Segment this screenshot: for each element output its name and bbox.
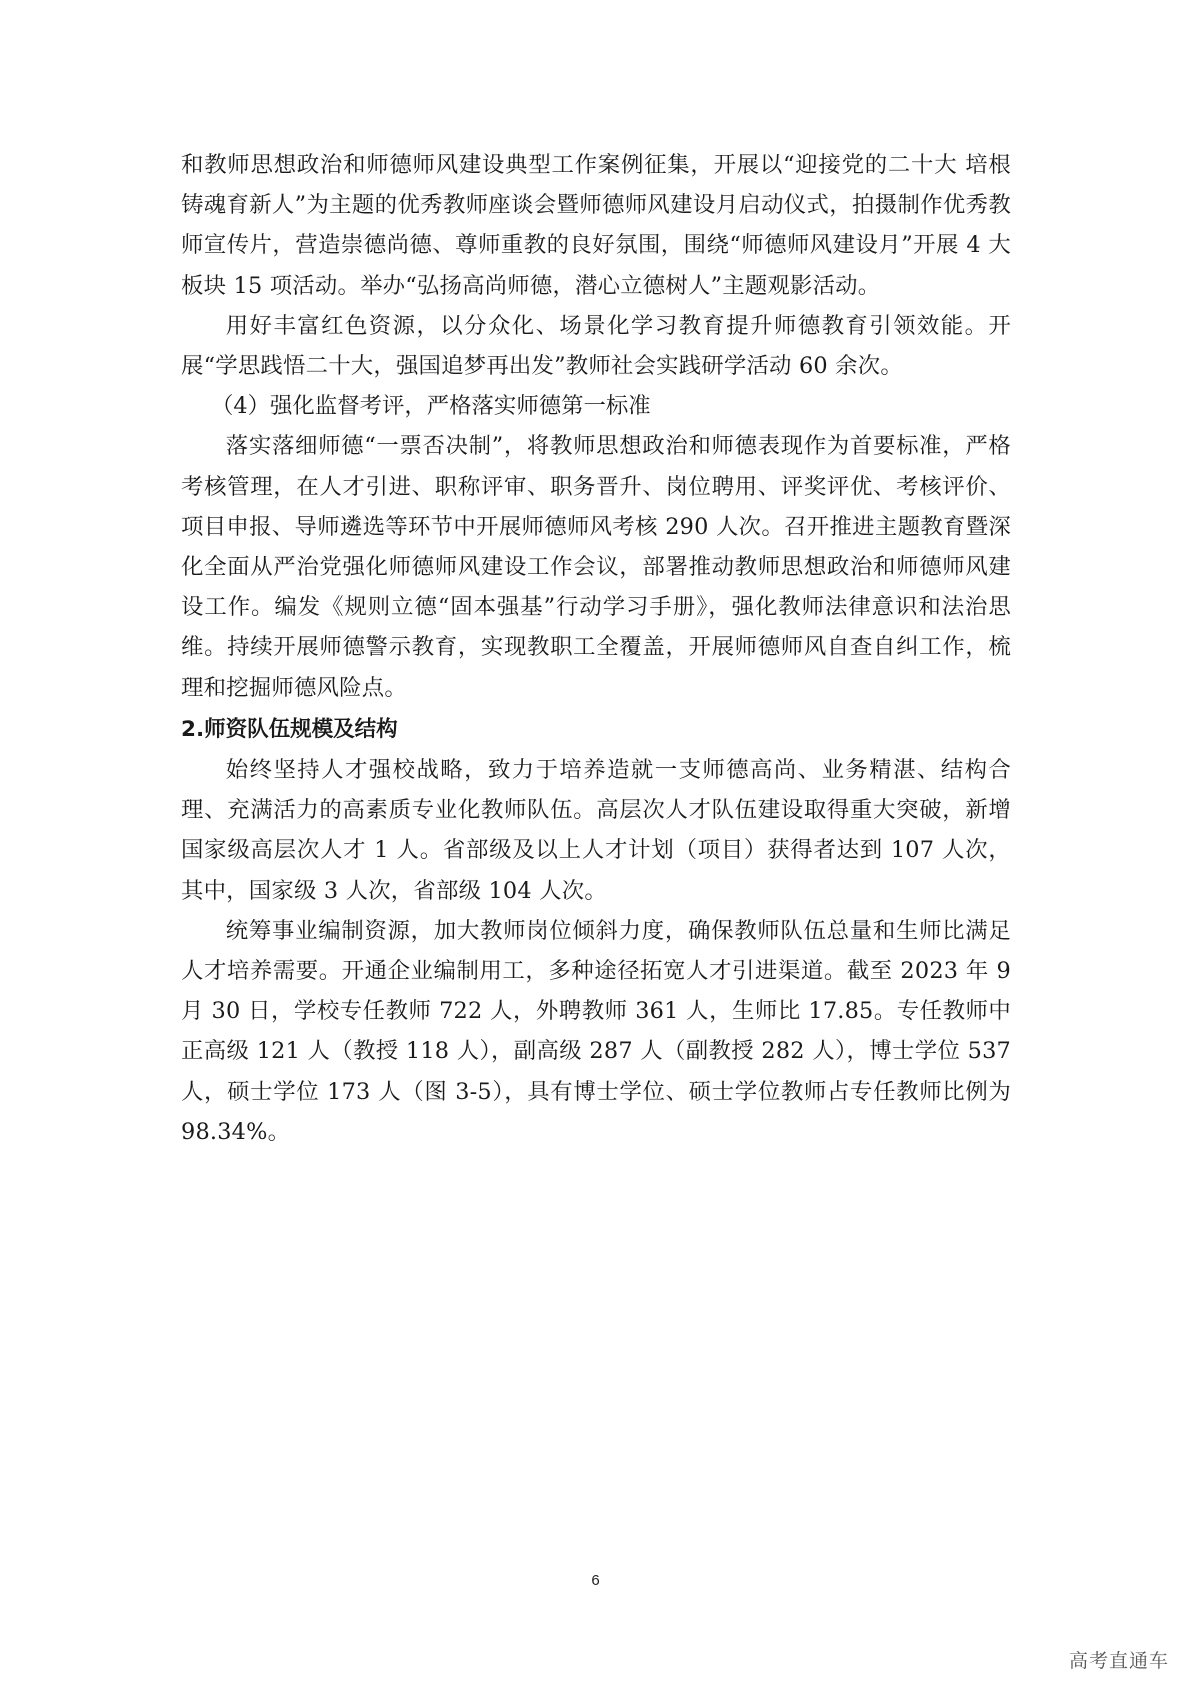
body-paragraph: 落实落细师德“一票否决制”，将教师思想政治和师德表现作为首要标准，严格考核管理，在人才引进、职称评审、职务晋升、岗位聘用、评奖评优、考核评价、项目申报、导师遴选等环节中开展师德师风考核 290 人次。召开推进主题教育暨深化全面从严治党强化师德师风建设工作会议，部署推动教师思想政治和师德师风建设工作。编发《规则立德“固本强基”行动学习手册》，强化教师法律意识和法治思维。持续开展师德警示教育，实现教职工全覆盖，开展师德师风自查自纠工作，梳理和挖掘师德风险点。 [181, 433, 1011, 701]
watermark-text: 高考直通车 [1068, 1650, 1169, 1672]
body-paragraph: 用好丰富红色资源，以分众化、场景化学习教育提升师德教育引领效能。开展“学思践悟二十大，强国追梦再出发”教师社会实践研学活动 60 余次。 [181, 312, 1011, 380]
body-paragraph: 和教师思想政治和师德师风建设典型工作案例征集，开展以“迎接党的二十大 培根铸魂育新人”为主题的优秀教师座谈会暨师德师风建设月启动仪式，拍摄制作优秀教师宣传片，营造崇德尚德、尊师重教的良好氛围，围绕“师德师风建设月”开展 4 大板块 15 项活动。举办“弘扬高尚师德，潜心立德树人”主题观影活动。 [181, 152, 1011, 299]
section-heading: 2.师资队伍规模及结构 [181, 716, 398, 742]
body-paragraph: 始终坚持人才强校战略，致力于培养造就一支师德高尚、业务精湛、结构合理、充满活力的高素质专业化教师队伍。高层次人才队伍建设取得重大突破，新增国家级高层次人才 1 人。省部级及以上人才计划（项目）获得者达到 107 人次，其中，国家级 3 人次，省部级 104 人次。 [181, 757, 1011, 904]
body-paragraph: 统筹事业编制资源，加大教师岗位倾斜力度，确保教师队伍总量和生师比满足人才培养需要。开通企业编制用工，多种途径拓宽人才引进渠道。截至 2023 年 9 月 30 日，学校专任教师 722 人，外聘教师 361 人，生师比 17.85。专任教师中正高级 121 人（教授 118 人），副高级 287 人（副教授 282 人），博士学位 537 人，硕士学位 173 人（图 3-5），具有博士学位、硕士学位教师占专任教师比例为 98.34%。 [181, 917, 1011, 1145]
subsection-heading: （4）强化监督考评，严格落实师德第一标准 [211, 393, 651, 420]
page-number: 6 [591, 1572, 600, 1589]
page-content [181, 145, 1011, 1152]
